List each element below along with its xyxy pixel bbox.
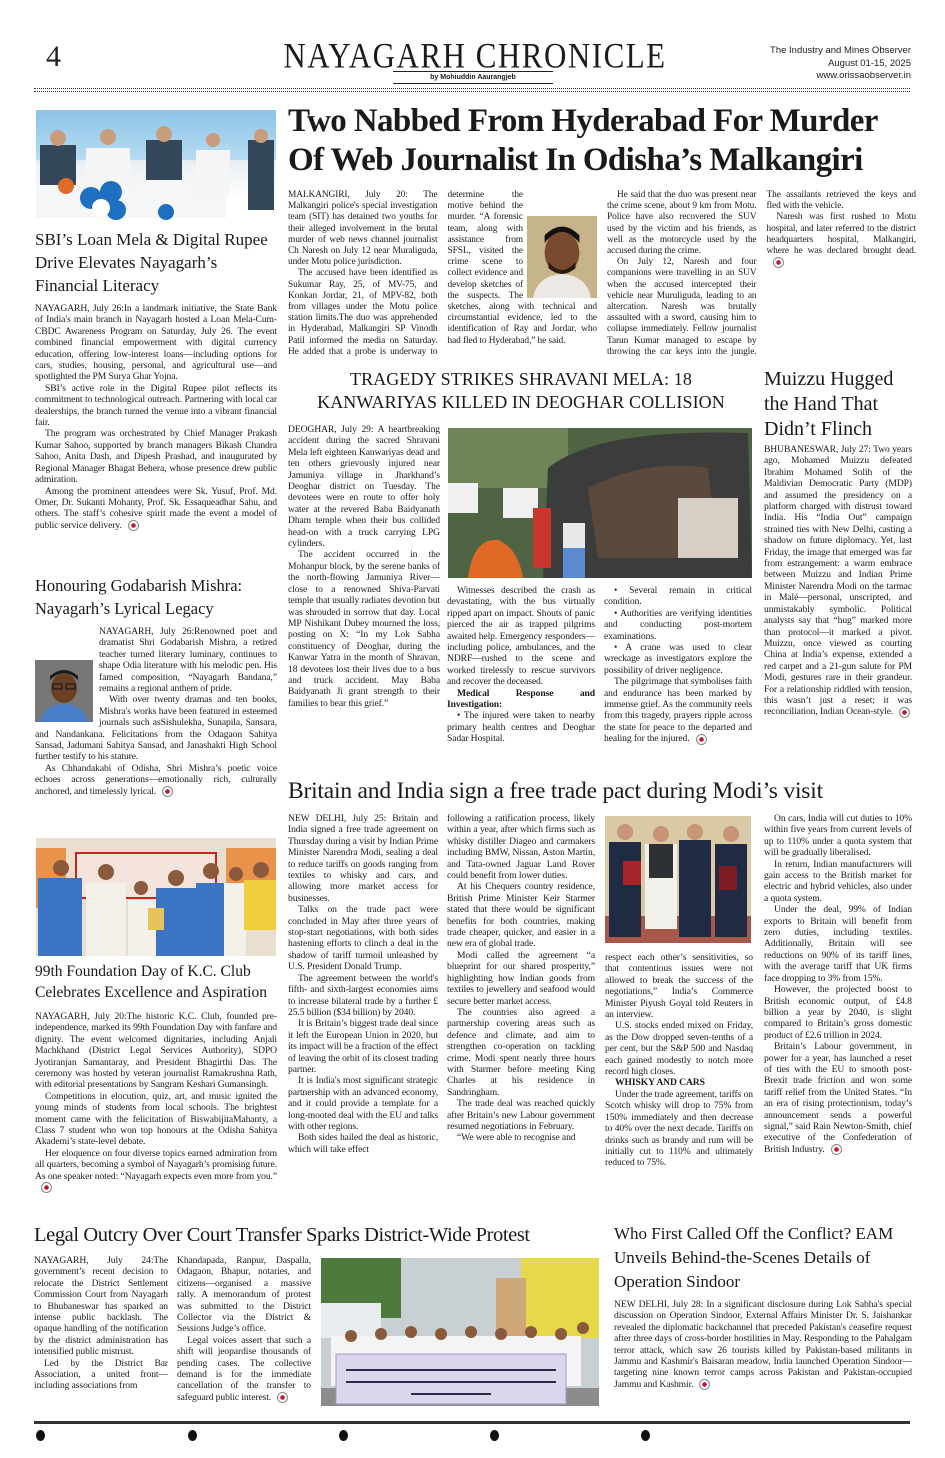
godabarish-headline: Honouring Godabarish Mishra: Nayagarh’s Lyrical Legacy [35, 576, 243, 618]
trade-col2 [447, 813, 595, 1144]
kc-club-paragraph: Her eloquence on four diverse topics earned admiration from all quarters, becoming a symbol of Nayagarh’s promising future. As one speaker noted: “Nayagarh expects even more from you.” [35, 1148, 277, 1194]
muizzu-paragraph: BHUBANESWAR, July 27: Two years ago, Mohamed Muizzu defeated Ibrahim Mohamed Solih of the Maldivian Democratic Party (MDP) and assumed the presidency on a platform charged with distrust toward India. His “India Out” campaign strained ties with New Delhi, casting a shadow on future diplomacy. Yet, last Friday, the image that emerged was far from estrangement: a warm embrace between Muizzu and Indian Prime Minister Narendra Modi on the tarmac in Malé—personal, unscripted, and unmistakably symbolic. Political analysts say that “hug” marked more than protocol—it marked a pivot. Muizzu, once viewed as courting China at India’s expense, extended a red carpet and a 21-gun salute for PM Modi, gestures rare in their grandeur. For a relationship riddled with tension, this wasn’t just a reset; it was reconciliation, Indian Ocean-style. [764, 444, 912, 718]
trade-paragraph: Under the trade agreement, tariffs on Scotch whisky will drop to 75% from 150% immediately and then decrease to 40% over the next decade. Tariffs on drinks such as brandy and rum will be initially cut to 110% and ultimately reduced to 75%. [605, 1088, 753, 1169]
page-number: 4 [46, 40, 61, 73]
shravani-bullet: • Several remain in critical condition. [604, 585, 752, 608]
end-of-article-icon [696, 734, 707, 745]
sbi-paragraph: The program was orchestrated by Chief Manager Prakash Kumar Sahoo, supported by branch managers Bikash Chandra Sahoo, Anita Dash, and Dipesh Prashad, and inaugurated by Regional Manager Bhagat Behera, whose presence drew public admiration. [35, 428, 277, 486]
trade-subhead: WHISKY AND CARS [615, 1077, 705, 1089]
shravani-col2 [447, 585, 595, 745]
website-link[interactable]: www.orissaobserver.in [816, 70, 911, 81]
shravani-bullet: • A crane was used to clear wreckage as investigators explore the possibility of driver negligence. [604, 642, 752, 676]
muizzu-headline: Muizzu Hugged the Hand That Didn’t Flinch [764, 368, 894, 440]
masthead-title: NAYAGARH CHRONICLE [283, 35, 667, 76]
trade-paragraph: The countries also agreed a partnership covering areas such as defence and climate, and aim to strengthen co-operation on tackling crime. Modi spent nearly three hours with Starmer before meeting King Charles at his residence in Sandringham. [447, 1006, 595, 1098]
malkangiri-body-frame [288, 190, 916, 362]
trade-paragraph: U.S. stocks ended mixed on Friday, as the Dow dropped seven-tenths of a per cent, but the S&P 500 and Nasdaq each gained modestly to notch more record high closes. [605, 1020, 753, 1078]
masthead-rule [34, 88, 910, 92]
muizzu-body [764, 444, 912, 718]
kc-club-headline: 99th Foundation Day of K.C. Club Celebrates Excellence and Aspiration [35, 963, 267, 1001]
godabarish-paragraph: NAYAGARH, July 26:Renowned poet and dramatist Shri Godabarish Mishra, a retired teacher turned literary luminary, continues to shape Odia literature with his melodic pen. His famed composition, “Nayagarh Bandana,” remains a regional anthem of pride. [35, 626, 277, 694]
page-dot-icon [36, 1430, 45, 1441]
trade-col4 [764, 813, 912, 1155]
trade-col1 [288, 813, 438, 1155]
sbi-paragraph: Among the prominent attendees were Sk. Yusuf, Prof. Md. Omer, Dr. Sukanti Mohanty, Prof. Sk. Essaqueadhar Sahu, and others. The staff’s cohesive spirit made the event a model of public service delivery. [35, 485, 277, 531]
malkangiri-paragraph: On July 12, Naresh and four companions were travelling in an SUV when the accused intercepted their vehicle near Muruliguda, leading to an altercation. Naresh was brutally assaulted with a sword, causing him to collapse immediately. Fellow journalist Tarun Kumar managed to escape by throwing the car keys into the jungle. The assailants retrieved the keys and fled with the vehicle. [607, 190, 916, 357]
end-of-article-icon [773, 257, 784, 268]
sindoor-paragraph: NEW DELHI, July 28: In a significant disclosure during Lok Sabha's special discussion on Operation Sindoor, External Affairs Minister Dr. S. Jaishankar revealed the diplomatic backchannel that preceded Pakistan's ceasefire request after three days of cross-border hostilities in May. Responding to the Pahalgam terror attack, which saw 26 tourists killed by Pakistan-based militants in Jammu and Kashmir's Baisaran meadow, India launched Operation Sindoor—targeting nine known terror camps across Pakistan and Pakistan-occupied Jammu and Kashmir. [614, 1299, 912, 1390]
trade-paragraph: The trade deal was reached quickly after Britain’s new Labour government resumed negotiations in February. [447, 1098, 595, 1132]
sbi-headline: SBI’s Loan Mela & Digital Rupee Drive Elevates Nayagarh’s Financial Literacy [35, 230, 268, 295]
page-dot-icon [490, 1430, 499, 1441]
bus-crash-photo [448, 428, 752, 578]
trade-paragraph: In return, Indian manufacturers will gain access to the British market for electric and hybrid vehicles, also under a quota system. [764, 858, 912, 904]
end-of-article-icon [277, 1392, 288, 1403]
kc-club-paragraph: Competitions in elocution, quiz, art, and music ignited the young minds of students from local schools. The brightest moment came with the felicitation of BiswabijitaMahanty, a Class 7 student who won top honours at the Odisha Sahitya Akademi’s state-level debate. [35, 1090, 277, 1148]
shravani-headline: TRAGEDY STRIKES SHRAVANI MELA: 18 KANWARIYAS KILLED IN DEOGHAR COLLISION [317, 369, 725, 412]
trade-paragraph: On cars, India will cut duties to 10% within five years from current levels of up to 110% under a quota system that will be gradually liberalised. [764, 813, 912, 859]
legal-paragraph: Khandapada, Ranpur, Daspalla, Odagaon, Bhapur, notaries, and citizens—organised a massive rally. A memorandum of protest was submitted to the District Collector via the District & Sessions Judge’s office. [177, 1255, 311, 1335]
malkangiri-paragraph: Naresh was first rushed to Motu hospital, and later referred to the district headquarters hospital, Malkangiri, where he was declared brought dead. [767, 212, 917, 269]
trade-headline: Britain and India sign a free trade pact during Modi’s visit [288, 778, 823, 804]
malkangiri-body [288, 190, 916, 362]
legal-paragraph: NAYAGARH, July 24:The government’s recent decision to relocate the District Settlement Commission Court from Nayagarh to Bhubaneswar has sparked an intense public backlash. The opaque handling of the notification by the district administration has intensified public mistrust. [34, 1255, 168, 1358]
malkangiri-headline: Two Nabbed From Hyderabad For Murder Of Web Journalist In Odisha’s Malkangiri [288, 103, 878, 178]
legal-paragraph: Legal voices assert that such a shift will jeopardise thousands of pending cases. The collective demand is for the immediate cancellation of the transfer to safeguard public interest. [177, 1334, 311, 1403]
legal-col1 [34, 1255, 168, 1392]
trade-paragraph: “We were able to recognise and [457, 1132, 576, 1144]
sbi-paragraph: NAYAGARH, July 26:In a landmark initiative, the State Bank of India's main branch in Nayagarh hosted a Loan Mela-Cum-CBDC Awareness Program on Saturday, July 26. The event combined financial empowerment with digital currency education, offering low-interest loans—including options for cars, studies, housing, personal, and agricultural use—and spotlighted the PM Surya Ghar Yojna. [35, 303, 277, 383]
issue-date: August 01-15, 2025 [828, 57, 911, 69]
masthead-byline [393, 71, 553, 84]
kc-club-paragraph: NAYAGARH, July 20:The historic K.C. Club, founded pre-independence, marked its 99th Foundation Day with fanfare and dignity. The event welcomed dignitaries, including Anjali Machkhand (District Legal Services Authority), SDPO Jyotiranjan Samantaray, and President Bhagirthi Das. The ceremony was hosted by veteran journalist Ramakrushna Rath, with editorial presentations by Sangram Keshari Gumansingh. [35, 1011, 277, 1091]
kc-club-photo [36, 838, 276, 956]
shravani-bullet: • Authorities are verifying identities and conducting post-mortem examinations. [604, 607, 752, 642]
page-dot-icon [641, 1430, 650, 1441]
shravani-bullet: • The injured were taken to nearby primary health centres and Deoghar Sadar Hospital. [447, 710, 595, 745]
kc-club-body [35, 1011, 277, 1194]
malkangiri-paragraph: The accused have been identified as Sukumar Ray, 25, of MV-75, and Konkan Jordar, 21, of MPV-82, both from villages under the Motu police station limits.The duo was apprehended in Hyderabad, Malkangiri SP Vinodh Patil informed the media on Saturday. He added that a probe is underway to determine the motive behind the murder. “A forensic team, along with assistance from SFSL, visited the crime scene to collect evidence and develop sketches of the suspects. The sketches, along with technical and circumstantial evidence, led to the identification of Ray and Jordar, who had fled to Hyderabad,” he said. [288, 190, 597, 357]
end-of-article-icon [162, 786, 173, 797]
trade-paragraph: It is Britain’s biggest trade deal since it left the European Union in 2020, but its impact will be a fraction of the effect of leaving the orbit of its closest trading partner. [288, 1018, 438, 1075]
page-dot-icon [339, 1430, 348, 1441]
shravani-paragraph: DEOGHAR, July 29: A heartbreaking accident during the sacred Shravani Mela left eighteen Kanwariyas dead and ten others grievously injured near Jamuniya village in Jharkhand’s Deoghar district on Tuesday. The devotees were en route to offer holy water at the revered Baba Baidyanath Dham temple when their bus collided head-on with a truck carrying LPG cylinders. [288, 424, 440, 550]
trade-paragraph: Under the deal, 99% of Indian exports to Britain will benefit from zero duties, including textiles. Additionally, Britain will see reductions on 90% of its tariff lines, with the average tariff that UK firms face dropping to 3% from 15%. [764, 904, 912, 984]
malkangiri-paragraph: He said that the duo was present near the crime scene, about 9 km from Motu. Police have also recovered the SUV used by the victim and his friends, as well as the motorcycle used by the accused during the crime. [607, 190, 757, 257]
trade-paragraph: Britain’s Labour government, in power for a year, has launched a reset of ties with the EU to smooth post-Brexit trade friction and won some tariff relief from the United States. “In an era of rising protectionism, today’s announcement sends a powerful signal,” said Rain Newton-Smith, chief executive of the Confederation of British Industry. [764, 1041, 912, 1155]
end-of-article-icon [128, 520, 139, 531]
protest-rally-photo [321, 1258, 599, 1406]
shravani-paragraph: The pilgrimage that symbolises faith and endurance has been marked by immense grief. As the community reels from this tragedy, prayers ripple across the state for peace to the departed and healing for the injured. [604, 676, 752, 745]
trade-paragraph: Modi called the agreement “a blueprint for our shared prosperity,” highlighting how Indian goods from textiles to jewellery and seafood would secure better market access. [447, 949, 595, 1007]
footer-rule [34, 1421, 910, 1424]
shravani-col3 [604, 585, 752, 745]
shravani-col1 [288, 424, 440, 709]
end-of-article-icon [699, 1379, 710, 1390]
shravani-paragraph: The accident occurred in the Mohanpur block, by the serene banks of the north-flowing Jamuniya River—close to a renowned Shiva-Parvati temple that usually radiates devotion but was shrouded in sorrow that day. Local MP Nishikant Dubey mourned the loss, posting on X: “In my Lok Sabha constituency of Deoghar, during the Kanwar Yatra in the month of Shravan, 18 devotees lost their lives due to a bus and truck accident. May Baba Baidyanath Ji grant strength to their families to bear this grief.” [288, 549, 440, 709]
legal-headline: Legal Outcry Over Court Transfer Sparks District-Wide Protest [34, 1224, 530, 1246]
trade-paragraph: following a ratification process, likely within a year, after which firms such as whisky distiller Diageo and carmakers including BMW, Nissan, Aston Martin, and Tata-owned Jaguar Land Rover could benefit from lower duties. [447, 813, 595, 882]
trade-paragraph: respect each other’s sensitivities, so that contentious issues were not allowed to break the success of the negotiations,” India’s Commerce Minister Piyush Goyal told Reuters in an interview. [605, 952, 753, 1021]
godabarish-body [35, 626, 277, 797]
trade-signing-photo [605, 816, 751, 943]
trade-paragraph: It is India's most significant strategic partnership with an advanced economy, and it could provide a template for a long-mooted deal with the EU and talks with other regions. [288, 1075, 438, 1132]
trade-paragraph: Both sides hailed the deal as historic, which will take effect [288, 1132, 438, 1155]
sbi-paragraph: SBI’s active role in the Digital Rupee pilot reflects its commitment to technological outreach. Partnering with local car dealerships, the branch turned the venue into a vibrant financial fair. [35, 382, 277, 429]
sindoor-body [614, 1299, 912, 1390]
shravani-paragraph: Witnesses described the crash as devastating, with the bus virtually ripped apart on impact. Shouts of panic pierced the air as trapped pilgrims awaited help. Emergency responders—including police, ambulances, and the NDRF—rushed to the scene and worked tirelessly to rescue survivors and recover the deceased. [447, 585, 595, 688]
godabarish-paragraph: With over twenty dramas and ten books, Mishra's works have been featured in esteemed journals such asSishulekha, Sunapila, Sansara, and Nandankana. Felicitations from the Odagaon Sahitya Sansad, Jadumani Sahitya Sansad, and Janashakti High School further testify to his stature. [35, 694, 277, 763]
sindoor-headline: Who First Called Off the Conflict? EAM Unveils Behind-the-Scenes Details of Operation Sindoor [614, 1224, 894, 1291]
end-of-article-icon [831, 1144, 842, 1155]
godabarish-paragraph: As Chhandakabi of Odisha, Shri Mishra’s poetic voice echoes across generations—emotionally rich, culturally anchored, and timelessly lyrical. [35, 762, 277, 797]
publication-name: The Industry and Mines Observer [770, 45, 911, 56]
trade-paragraph: Talks on the trade pact were concluded in May after three years of stop-start negotiations, with both sides hastening efforts to clinch a deal in the shadow of tariff turmoil unleashed by U.S. President Donald Trump. [288, 904, 438, 973]
trade-paragraph: At his Chequers country residence, British Prime Minister Keir Starmer stated that there would be significant benefits for both countries, making trade cheaper, quicker, and easier in a new era of global trade. [447, 881, 595, 950]
byline-text: by Mohiuddin Aaurangjeb [430, 74, 516, 81]
malkangiri-paragraph: MALKANGIRI, July 20: The Malkangiri police's special investigation team (SIT) has detained two youths for their alleged involvement in the brutal murder of web news channel journalist Ch Naresh on July 12 near Muraliguda, under Motu police jurisdiction. [288, 190, 438, 268]
end-of-article-icon [41, 1182, 52, 1193]
accused-photo [527, 216, 597, 298]
trade-col3 [605, 952, 753, 1169]
sbi-body [35, 303, 277, 531]
shravani-subhead: Medical Response and Investigation: [447, 687, 595, 711]
legal-paragraph: Led by the District Bar Association, a united front—including associations from [34, 1357, 168, 1392]
end-of-article-icon [899, 707, 910, 718]
sbi-event-photo [36, 110, 276, 220]
masthead-info [770, 45, 911, 83]
godabarish-portrait [35, 660, 93, 722]
trade-paragraph: NEW DELHI, July 25: Britain and India signed a free trade agreement on Thursday during a visit by Indian Prime Minister Narendra Modi, sealing a deal to reduce tariffs on goods ranging from textiles to whisky and cars, and allowing more market access for businesses. [288, 813, 438, 904]
legal-col2 [177, 1255, 311, 1403]
trade-paragraph: However, the projected boost to British economic output, of £4.8 billion a year by 2040, is slight compared to Britain’s gross domestic product of £2.6 trillion in 2024. [764, 984, 912, 1041]
page-dot-icon [188, 1430, 197, 1441]
trade-paragraph: The agreement between the world's fifth- and sixth-largest economies aims to increase bilateral trade by a further £ 25.5 billion ($34 billion) by 2040. [288, 972, 438, 1018]
